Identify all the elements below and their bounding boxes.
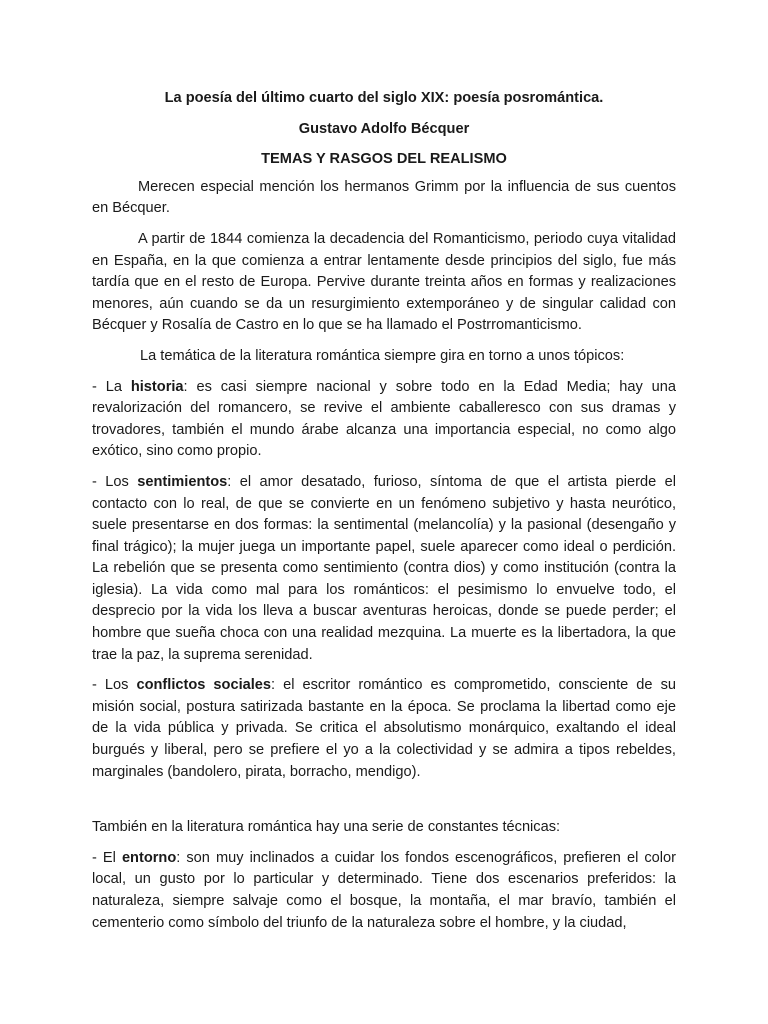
paragraph-conflictos <box>92 675 676 783</box>
list-prefix: - Los <box>92 473 138 490</box>
term-sentimientos: sentimientos <box>137 473 228 490</box>
document-author-heading: Gustavo Adolfo Bécquer <box>298 120 470 137</box>
paragraph-entorno <box>92 848 676 934</box>
paragraph-tematica-intro: La temática de la literatura romántica siempre gira en torno a unos tópicos: <box>140 347 625 364</box>
paragraph-spacer <box>92 792 676 817</box>
document-section-heading: TEMAS Y RASGOS DEL REALISMO <box>261 151 507 168</box>
document-title: La poesía del último cuarto del siglo XIX: poesía posromántica. <box>164 90 604 106</box>
paragraph-text: : son muy inclinados a cuidar los fondos escenográficos, prefieren el color local, un gusto por lo particular y determinado. Tiene dos escenarios preferidos: la naturaleza, siempre salvaje como el bosque, la montaña, el mar bravío, también el cementerio como símbolo del triunfo de la naturaleza sobre el hombre, y la ciudad, <box>92 849 676 931</box>
paragraph-text: : el escritor romántico es comprometido, consciente de su misión social, postura satirizada bastante en la época. Se proclama la libertad como eje de la vida pública y privada. Se critica el absolutismo monárquico, exaltando el ideal burgués y liberal, pero se prefiere el yo a la colectividad y se admira a tipos rebeldes, marginales (bandolero, pirata, borracho, mendigo). <box>92 677 676 780</box>
list-prefix: - La <box>92 378 131 395</box>
paragraph-sentimientos <box>92 472 676 666</box>
term-historia: historia <box>130 378 184 395</box>
paragraph-tecnicas-intro: También en la literatura romántica hay una serie de constantes técnicas: <box>92 819 561 836</box>
term-entorno: entorno <box>121 849 177 866</box>
paragraph-text: : es casi siempre nacional y sobre todo en la Edad Media; hay una revalorización del romancero, se revive el ambiente caballeresco con sus dramas y trovadores, también el mundo árabe alcanza una importancia especial, no como algo exótico, sino como propio. <box>92 378 677 460</box>
paragraph-text: : el amor desatado, furioso, síntoma de que el artista pierde el contacto con lo real, de que se convierte en un fenómeno subjetivo y hasta neurótico, suele presentarse en dos formas: la sentimental (melancolía) y la pasional (desengaño y final trágico); la mujer juega un importante papel, suele aparecer como ideal o perdición. La rebelión que se presenta como sentimiento (contra dios) y como institución (contra la iglesia). La vida como mal para los románticos: el pesimismo lo envuelve todo, el desprecio por la vida los lleva a buscar aventuras heroicas, donde se puede perder; el hombre que sueña choca con una realidad mezquina. La muerte es la libertadora, la que trae la paz, la suprema serenidad. <box>92 473 676 663</box>
list-prefix: - Los <box>92 677 137 694</box>
paragraph-decadencia: A partir de 1844 comienza la decadencia del Romanticismo, periodo cuya vitalidad en España, en la que comienza a entrar lentamente desde principios del siglo, fue más tardía que en el resto de Europa. Pervive durante treinta años en formas y realizaciones menores, aún cuando se da un resurgimiento extemporáneo y de singular calidad con Bécquer y Rosalía de Castro en lo que se ha llamado el Postrromanticismo. <box>92 230 676 334</box>
list-prefix: - El <box>92 849 122 866</box>
paragraph-historia <box>92 377 676 463</box>
paragraph-grimm: Merecen especial mención los hermanos Grimm por la influencia de sus cuentos en Bécquer. <box>92 178 676 217</box>
term-conflictos-sociales: conflictos sociales <box>136 677 272 694</box>
